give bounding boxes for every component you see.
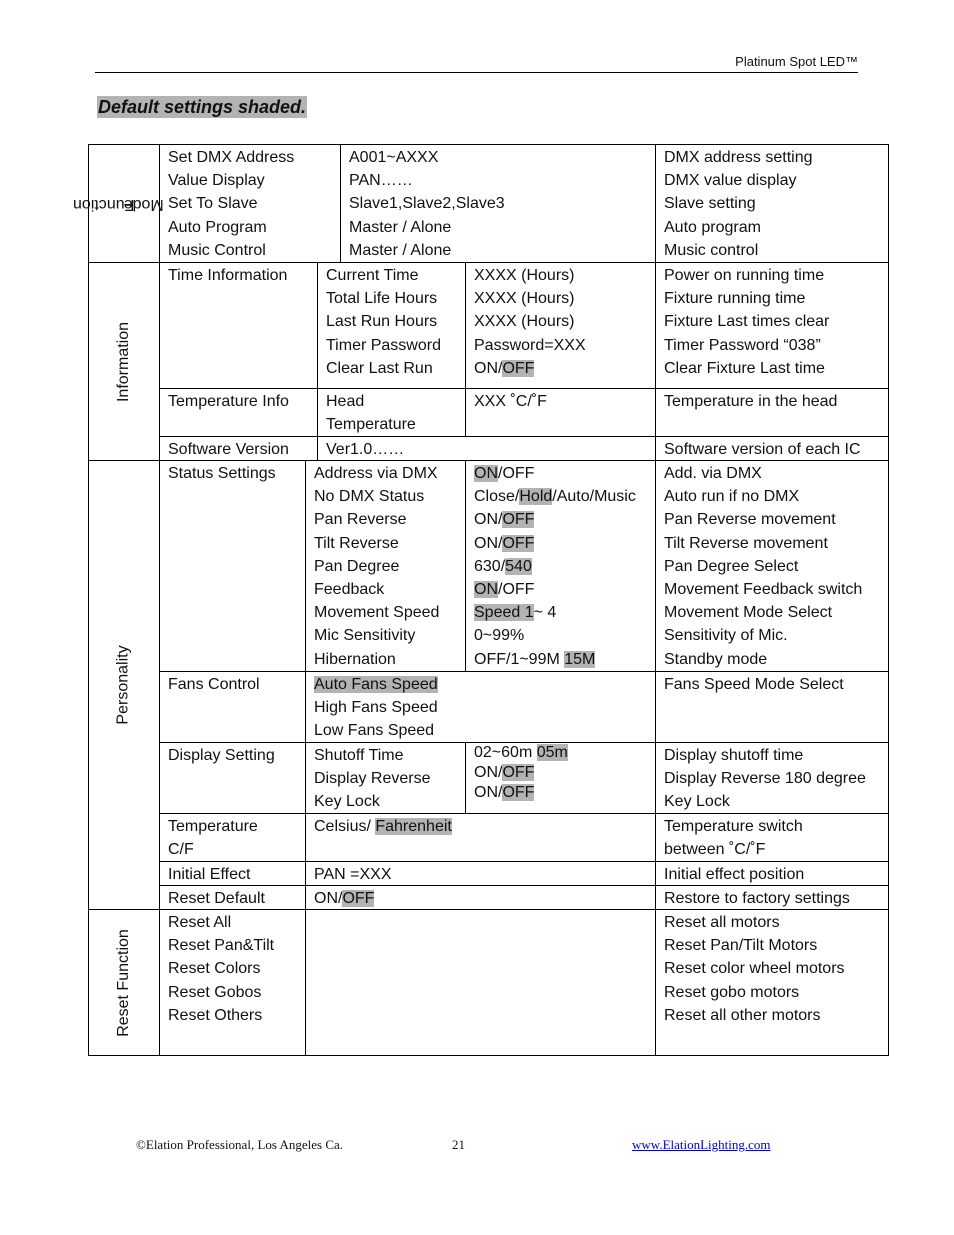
list-item: Reset all motors — [664, 914, 780, 931]
function-mode-values — [349, 146, 505, 262]
display-setting-label: Display Setting — [168, 747, 275, 764]
personality-title: Personality — [115, 645, 132, 725]
list-item: 02~60m 05m — [474, 744, 568, 761]
list-item: Temperature — [326, 416, 416, 434]
temperature-info-label: Temperature Info — [168, 393, 289, 410]
list-item: Set DMX Address — [168, 149, 295, 166]
temperature-cf-label: Temperature — [168, 818, 258, 835]
list-item: Music control — [664, 241, 759, 259]
information-title: Information — [115, 321, 133, 402]
list-item: Auto program — [664, 218, 761, 236]
fans-control-label: Fans Control — [168, 676, 260, 693]
list-item: Temperature switch — [664, 818, 803, 835]
list-item: Auto run if no DMX — [664, 488, 800, 506]
list-item: Reset All — [168, 914, 232, 931]
footer-copyright: ©Elation Professional, Los Angeles Ca. — [136, 1137, 344, 1152]
list-item: PAN…… — [349, 172, 413, 190]
list-item: Shutoff Time — [314, 747, 404, 764]
list-item: Standby mode — [664, 650, 768, 668]
list-item: ON/OFF — [474, 580, 535, 598]
list-item: ON/OFF — [474, 534, 535, 552]
list-item: Hibernation — [314, 650, 396, 668]
list-item: Movement Mode Select — [664, 604, 833, 622]
status-settings-label: Status Settings — [168, 465, 276, 482]
initial-effect-desc: Initial effect position — [664, 866, 805, 883]
list-item: Slave setting — [664, 195, 756, 213]
list-item: Add. via DMX — [664, 465, 762, 482]
list-item: OFF/1~99M 15M — [474, 650, 596, 668]
list-item: Head — [326, 393, 365, 410]
list-item: ON/OFF — [474, 764, 535, 781]
list-item: Celsius/ Fahrenheit — [314, 818, 452, 835]
list-item: Reset Colors — [168, 960, 261, 978]
list-item: No DMX Status — [314, 488, 425, 506]
list-item: Low Fans Speed — [314, 722, 435, 740]
product-name: Platinum Spot LED™ — [735, 54, 858, 69]
list-item: Sensitivity of Mic. — [664, 627, 788, 645]
list-item: Auto Fans Speed — [314, 676, 438, 693]
software-version-value: Ver1.0…… — [326, 441, 405, 458]
reset-default-value: ON/OFF — [314, 890, 375, 907]
list-item: Close/Hold/Auto/Music — [474, 488, 636, 506]
list-item: Total Life Hours — [326, 290, 438, 308]
list-item: Display Reverse 180 degree — [664, 770, 866, 788]
list-item: Fixture Last times clear — [664, 313, 830, 331]
list-item: Pan Degree Select — [664, 557, 799, 575]
function-mode-descriptions — [664, 146, 813, 262]
list-item: Clear Fixture Last time — [664, 359, 825, 377]
list-item: Reset all other motors — [664, 1006, 821, 1024]
list-item: Timer Password “038” — [664, 336, 821, 354]
list-item: Speed 1~ 4 — [474, 604, 557, 622]
list-item: Password=XXX — [474, 336, 586, 354]
list-item: 0~99% — [474, 627, 525, 645]
list-item: Reset color wheel motors — [664, 960, 845, 978]
footer-link-container — [632, 1137, 771, 1153]
list-item: Fixture running time — [664, 290, 806, 308]
list-item: Reset gobo motors — [664, 983, 800, 1001]
list-item: Slave1,Slave2,Slave3 — [349, 195, 505, 213]
list-item: Movement Speed — [314, 604, 440, 622]
list-item: ON/OFF — [474, 465, 535, 482]
list-item: DMX value display — [664, 172, 797, 190]
list-item: Reset Others — [168, 1006, 263, 1024]
website-link[interactable]: www.ElationLighting.com — [632, 1137, 771, 1152]
list-item: Key Lock — [664, 793, 730, 811]
list-item: Pan Reverse movement — [664, 511, 836, 529]
page-header — [95, 54, 858, 73]
fans-control-desc: Fans Speed Mode Select — [664, 676, 844, 693]
list-item: between ˚C/˚F — [664, 841, 766, 859]
list-item: A001~AXXX — [349, 149, 439, 166]
list-item: Address via DMX — [314, 465, 438, 482]
list-item: Master / Alone — [349, 218, 452, 236]
temperature-value: XXX ˚C/˚F — [474, 393, 547, 410]
list-item: ON/OFF — [474, 359, 535, 377]
initial-effect-value: PAN =XXX — [314, 866, 392, 883]
list-item: Reset Gobos — [168, 983, 262, 1001]
list-item: Pan Reverse — [314, 511, 407, 529]
list-item: XXXX (Hours) — [474, 267, 575, 284]
list-item: Movement Feedback switch — [664, 580, 863, 598]
list-item: Auto Program — [168, 218, 267, 236]
temperature-desc: Temperature in the head — [664, 393, 838, 410]
page-number: 21 — [452, 1137, 465, 1152]
list-item: Reset Pan/Tilt Motors — [664, 937, 818, 955]
reset-function-title: Reset Function — [115, 928, 133, 1037]
list-item: Timer Password — [326, 336, 441, 354]
list-item: Tilt Reverse movement — [664, 534, 828, 552]
list-item: Reset Pan&Tilt — [168, 937, 275, 955]
list-item: XXXX (Hours) — [474, 313, 575, 331]
list-item: High Fans Speed — [314, 699, 438, 717]
temperature-cf-label: C/F — [168, 841, 194, 859]
software-version-label: Software Version — [168, 441, 289, 458]
list-item: Key Lock — [314, 793, 380, 811]
list-item: Pan Degree — [314, 557, 400, 575]
list-item: Music Control — [168, 241, 266, 259]
reset-default-label: Reset Default — [168, 890, 265, 907]
list-item: Feedback — [314, 580, 385, 598]
list-item: ON/OFF — [474, 511, 535, 529]
list-item: Clear Last Run — [326, 359, 433, 377]
list-item: 630/540 — [474, 557, 532, 575]
list-item: Current Time — [326, 267, 419, 284]
list-item: Value Display — [168, 172, 265, 190]
list-item: XXXX (Hours) — [474, 290, 575, 308]
list-item: Mic Sensitivity — [314, 627, 416, 645]
function-mode-title: Function Mode — [73, 195, 165, 213]
reset-default-desc: Restore to factory settings — [664, 890, 850, 907]
default-settings-notice: Default settings shaded. — [98, 97, 307, 117]
time-information-label: Time Information — [168, 267, 288, 284]
function-mode-items — [168, 146, 294, 262]
default-value: OFF — [502, 359, 535, 377]
list-item: Display shutoff time — [664, 747, 804, 764]
list-item: Power on running time — [664, 267, 825, 284]
list-item: Display Reverse — [314, 770, 431, 788]
list-item: Last Run Hours — [326, 313, 438, 331]
software-version-desc: Software version of each IC — [664, 441, 861, 458]
list-item: Set To Slave — [168, 195, 258, 213]
list-item: Tilt Reverse — [314, 534, 399, 552]
list-item: ON/OFF — [474, 784, 535, 801]
list-item: DMX address setting — [664, 149, 813, 166]
list-item: Master / Alone — [349, 241, 452, 259]
initial-effect-label: Initial Effect — [168, 866, 251, 883]
